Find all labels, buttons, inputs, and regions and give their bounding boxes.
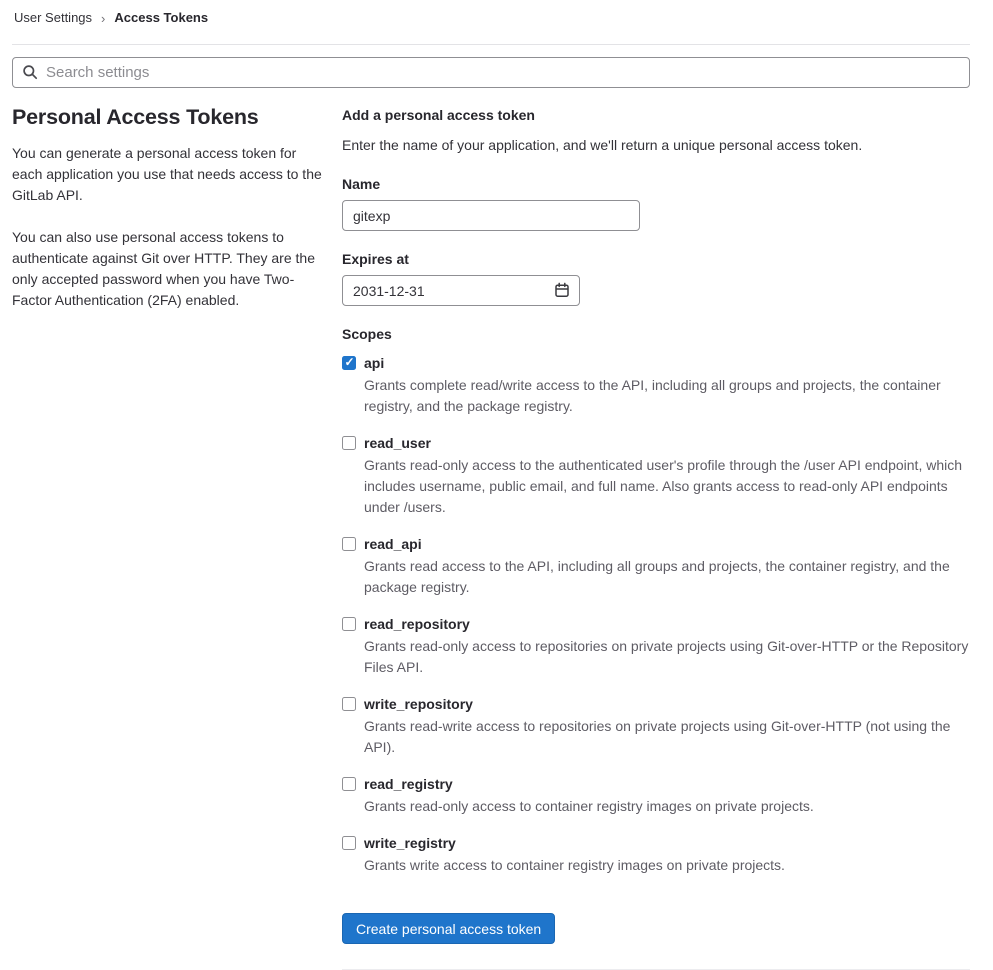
calendar-icon[interactable] [554,282,570,298]
scope-label[interactable]: write_repository [364,696,473,712]
create-token-button[interactable]: Create personal access token [342,913,555,944]
scope-checkbox[interactable] [342,697,356,711]
main-content [12,105,970,970]
scope-item [342,536,970,598]
scope-checkbox[interactable] [342,356,356,370]
scope-description: Grants read-write access to repositories on private projects using Git-over-HTTP (not using the API). [364,718,951,755]
scope-description: Grants read-only access to container registry images on private projects. [364,798,814,814]
breadcrumb-item-access-tokens: Access Tokens [114,10,209,25]
description-paragraph-1: You can generate a personal access token for each application you use that needs access to the GitLab API. [12,145,322,203]
chevron-right-icon: › [101,10,106,26]
scope-item [342,835,970,876]
scope-head [342,776,970,792]
scope-label[interactable]: read_repository [364,616,470,632]
scope-checkbox[interactable] [342,436,356,450]
scope-description: Grants read-only access to the authenticated user's profile through the /user API endpoint, which includes username, public email, and full name. Also grants access to read-only API endpoints under /users. [364,457,963,515]
header-divider [12,44,970,45]
name-label: Name [342,176,381,192]
form-title: Add a personal access token [342,107,535,123]
page-title: Personal Access Tokens [12,105,259,129]
scope-description: Grants read access to the API, including all groups and projects, the container registry, and the package registry. [364,558,950,595]
scope-item [342,435,970,518]
scope-label[interactable]: write_registry [364,835,456,851]
scope-label[interactable]: api [364,355,385,371]
scope-head [342,536,970,552]
breadcrumb [12,8,970,25]
scope-item [342,616,970,678]
scope-label[interactable]: read_user [364,435,431,451]
scope-label[interactable]: read_api [364,536,422,552]
scope-head [342,835,970,851]
expires-at-label: Expires at [342,251,409,267]
scope-description: Grants write access to container registry images on private projects. [364,857,785,873]
scope-checkbox[interactable] [342,617,356,631]
scope-label[interactable]: read_registry [364,776,453,792]
scopes-label: Scopes [342,326,392,342]
scope-checkbox[interactable] [342,537,356,551]
scopes-list [342,355,970,876]
scope-description: Grants read-only access to repositories on private projects using Git-over-HTTP or the Repository Files API. [364,638,969,675]
scope-item [342,355,970,417]
scope-head [342,355,970,371]
description-paragraph-2: You can also use personal access tokens to authenticate against Git over HTTP. They are the only accepted password when you have Two-Factor Authentication (2FA) enabled. [12,229,315,308]
scope-description: Grants complete read/write access to the API, including all groups and projects, the container registry, and the package registry. [364,377,941,414]
scope-head [342,616,970,632]
scope-item [342,696,970,758]
search-input[interactable] [12,57,970,88]
expires-at-field [342,275,580,306]
scope-head [342,696,970,712]
section-description [12,105,326,332]
add-token-form [342,105,970,970]
scope-checkbox[interactable] [342,836,356,850]
form-subtitle: Enter the name of your application, and we'll return a unique personal access token. [342,137,863,153]
search-icon [22,64,38,80]
scope-item [342,776,970,817]
token-name-input[interactable] [342,200,640,231]
expires-at-input[interactable] [342,275,580,306]
scope-head [342,435,970,451]
scope-checkbox[interactable] [342,777,356,791]
search-row [12,57,970,88]
breadcrumb-item-user-settings[interactable]: User Settings [14,10,93,25]
